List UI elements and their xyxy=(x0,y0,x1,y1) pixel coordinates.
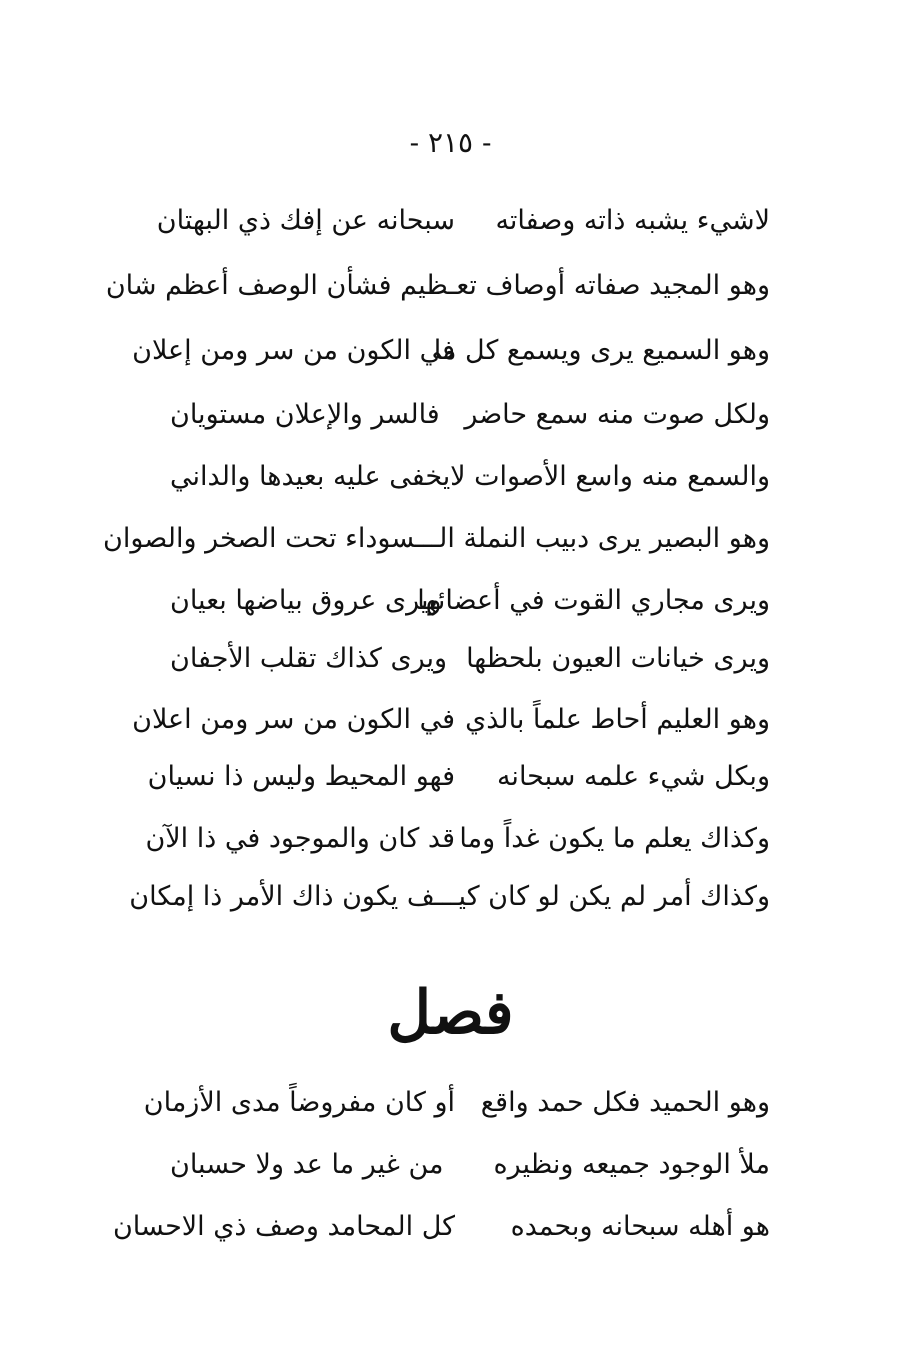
verse-second-hemistich: فهو المحيط وليس ذا نسيان xyxy=(147,761,455,792)
verse-line xyxy=(112,1202,770,1252)
verse-second-hemistich: من غير ما عد ولا حسبان xyxy=(170,1149,444,1180)
verse-first-hemistich: لاشيء يشبه ذاته وصفاته xyxy=(495,205,770,236)
verse-line xyxy=(170,1140,770,1190)
verse-second-hemistich: قد كان والموجود في ذا الآن xyxy=(145,823,455,854)
verse-line xyxy=(143,1078,770,1128)
verse-line xyxy=(132,326,770,376)
verse-second-hemistich: فالسر والإعلان مستويان xyxy=(170,399,440,430)
verse-first-hemistich: وهو السميع يرى ويسمع كل ما xyxy=(433,335,770,366)
verse-first-hemistich: وكذاك يعلم ما يكون غداً وما xyxy=(459,823,770,854)
verse-line xyxy=(129,872,770,922)
verse-second-hemistich: في الكون من سر ومن اعلان xyxy=(132,704,455,735)
verse-second-hemistich: أو كان مفروضاً مدى الأزمان xyxy=(143,1087,455,1118)
verse-second-hemistich: سبحانه عن إفك ذي البهتان xyxy=(156,205,455,236)
verse-line xyxy=(170,390,770,440)
verse-line xyxy=(147,752,770,802)
verse-first-hemistich: ويرى مجاري القوت في أعضائها xyxy=(417,585,770,616)
verse-first-hemistich: ولكل صوت منه سمع حاضر xyxy=(464,399,770,430)
verse-second-hemistich: كل المحامد وصف ذي الاحسان xyxy=(112,1211,455,1242)
verse-line xyxy=(170,452,770,502)
verse-line xyxy=(170,634,770,684)
section-heading: فصل xyxy=(387,978,514,1048)
page-number: - ٢١٥ - xyxy=(409,126,492,159)
verse-first-hemistich: ويرى خيانات العيون بلحظها xyxy=(466,643,770,674)
verse-second-hemistich: يخفى عليه بعيدها والداني xyxy=(170,461,451,492)
verse-first-hemistich: ملأ الوجود جميعه ونظيره xyxy=(493,1149,770,1180)
verse-first-hemistich: وبكل شيء علمه سبحانه xyxy=(496,761,770,792)
verse-second-hemistich: ويرى كذاك تقلب الأجفان xyxy=(170,643,448,674)
verse-line xyxy=(105,261,770,311)
verse-first-hemistich: هو أهله سبحانه وبحمده xyxy=(510,1211,770,1242)
verse-first-hemistich: وهو الحميد فكل حمد واقع xyxy=(480,1087,770,1118)
verse-line xyxy=(132,695,770,745)
verse-line xyxy=(103,514,770,564)
verse-second-hemistich: في الكون من سر ومن إعلان xyxy=(132,335,455,366)
verse-full-line: وهو البصير يرى دبيب النملة الـــسوداء تحت الصخر والصوان xyxy=(103,523,770,554)
verse-first-hemistich: والسمع منه واسع الأصوات لا xyxy=(450,461,770,492)
verse-line xyxy=(145,814,770,864)
verse-full-line: وهو المجيد صفاته أوصاف تعـظيم فشأن الوصف أعظم شان xyxy=(105,270,770,301)
verse-full-line: وكذاك أمر لم يكن لو كان كيـــف يكون ذاك الأمر ذا إمكان xyxy=(129,881,770,912)
verse-line xyxy=(156,196,770,246)
verse-second-hemistich: ويرى عروق بياضها بعيان xyxy=(170,585,442,616)
verse-first-hemistich: وهو العليم أحاط علماً بالذي xyxy=(465,704,770,735)
verse-line xyxy=(170,576,770,626)
